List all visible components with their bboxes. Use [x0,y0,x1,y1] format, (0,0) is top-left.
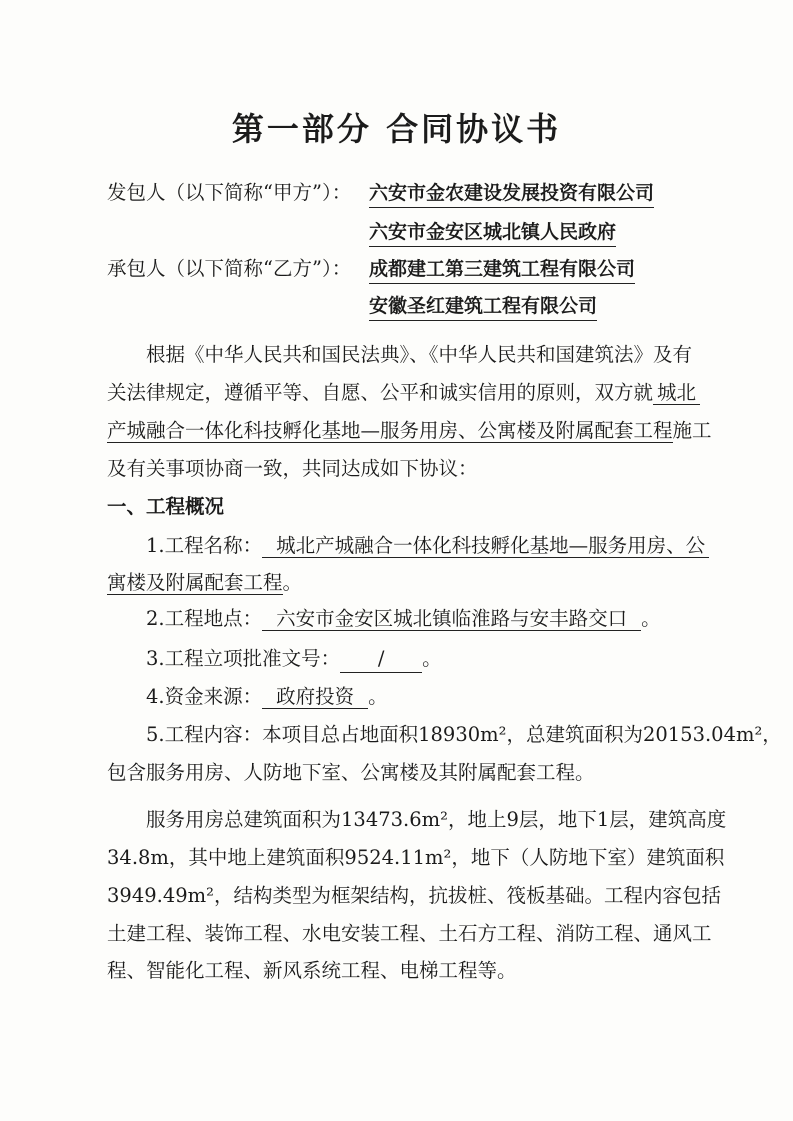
contractor-name-1: 成都建工第三建筑工程有限公司 [369,256,635,284]
item-1-end: 。 [282,571,303,594]
preamble-line-3-end: 施工 [672,419,712,442]
project-name-underline-start: 城北 [653,381,700,405]
item-funding-source [146,684,388,710]
preamble-line-2 [107,380,697,406]
preamble-line-1: 根据《中华人民共和国民法典》、《中华人民共和国建筑法》及有 [146,343,693,366]
employer-label: 发包人（以下简称“甲方”）： [107,181,352,204]
item-2-label: 2.工程地点： [146,607,263,630]
employer-name-1: 六安市金农建设发展投资有限公司 [369,180,654,208]
item-3-label: 3.工程立项批准文号： [146,647,341,670]
contractor-label: 承包人（以下简称“乙方”）： [107,257,352,280]
item-project-name [146,533,709,559]
preamble-line-2-text: 关法律规定，遵循平等、自愿、公平和诚实信用的原则，双方就 [107,381,654,404]
para-line-5: 程、智能化工程、新风系统工程、电梯工程等。 [107,959,517,982]
item-3-end: 。 [422,647,442,670]
item-4-end: 。 [368,685,388,708]
para-line-1: 服务用房总建筑面积为13473.6m²，地上9层，地下1层，建筑高度 [146,808,727,831]
item-5-line-2: 包含服务用房、人防地下室、公寓楼及其附属配套工程。 [107,761,595,784]
item-1-label: 1.工程名称： [146,534,263,557]
project-name-underline: 产城融合一体化科技孵化基地—服务用房、公寓楼及附属配套工程 [107,419,673,442]
item-5-line-1: 5.工程内容：本项目总占地面积18930m²，总建筑面积为20153.04m²， [146,723,782,746]
para-line-4: 土建工程、装饰工程、水电安装工程、土石方工程、消防工程、通风工 [107,922,712,945]
preamble-line-3 [107,418,712,444]
preamble-line-4: 及有关事项协商一致，共同达成如下协议： [107,457,478,480]
para-line-2: 34.8m，其中地上建筑面积9524.11m²，地下（人防地下室）建筑面积 [107,846,725,869]
item-4-value: 政府投资 [262,685,368,709]
page-title: 第一部分 合同协议书 [231,110,562,148]
item-2-end: 。 [641,607,661,630]
section-heading: 一、工程概况 [107,495,225,518]
employer-name-2: 六安市金安区城北镇人民政府 [369,219,616,247]
item-project-location [146,606,661,632]
item-1-value-cont: 寓楼及附属配套工程 [107,571,283,594]
item-1-value: 城北产城融合一体化科技孵化基地—服务用房、公 [262,534,709,558]
item-approval-number [146,646,442,673]
item-4-label: 4.资金来源： [146,685,263,708]
item-3-value: / [340,646,422,673]
item-project-name-cont [107,570,697,596]
item-2-value: 六安市金安区城北镇临淮路与安丰路交口 [262,607,641,631]
contractor-name-2: 安徽圣红建筑工程有限公司 [369,293,597,321]
para-line-3: 3949.49m²，结构类型为框架结构，抗拔桩、筏板基础。工程内容包括 [107,884,721,907]
